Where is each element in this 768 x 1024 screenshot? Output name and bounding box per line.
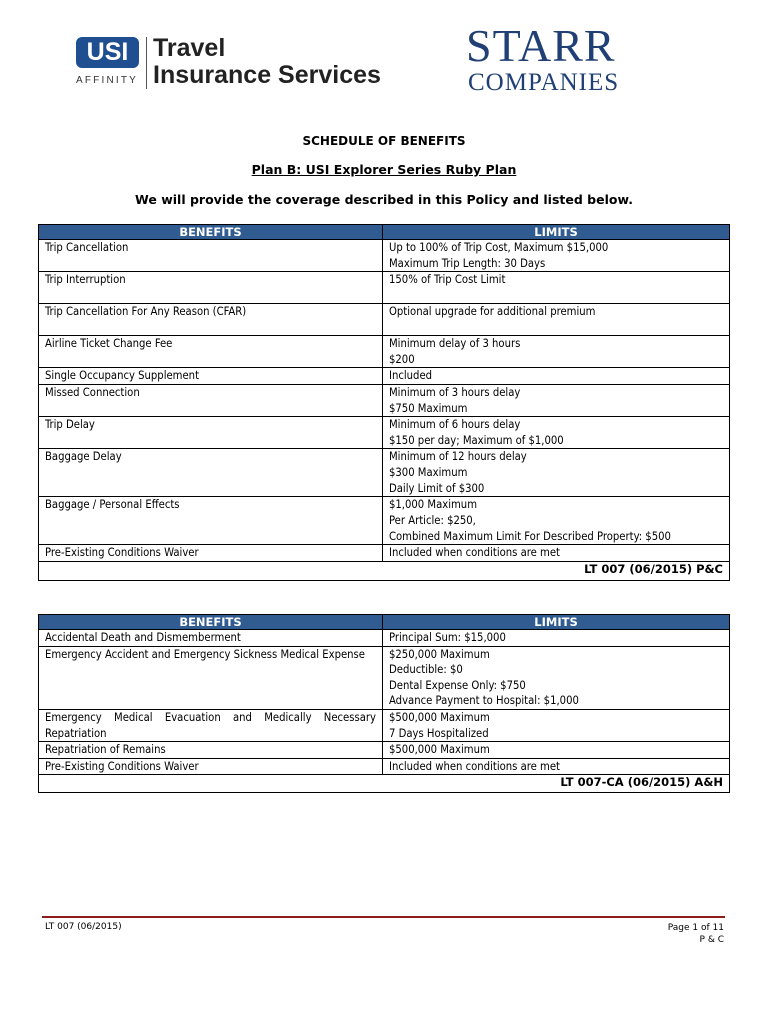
table-header-row	[39, 225, 730, 240]
benefit-limits	[383, 384, 730, 416]
table-header-row	[39, 615, 730, 630]
table-row	[39, 758, 730, 775]
limit-line: Included when conditions are met	[389, 546, 560, 560]
usi-logo	[76, 35, 421, 95]
limit-line: 150% of Trip Cost Limit	[389, 273, 506, 287]
table-row	[39, 272, 730, 304]
limit-line: Included when conditions are met	[389, 759, 560, 773]
limit-line: Up to 100% of Trip Cost, Maximum $15,000	[389, 241, 609, 254]
benefit-name: Trip Cancellation	[39, 240, 383, 272]
limit-line: Minimum delay of 3 hours	[389, 337, 521, 351]
footer-form-number: LT 007 (06/2015)	[45, 922, 122, 932]
benefit-name: Emergency Medical Evacuation and Medically Necessary Repatriation	[39, 709, 383, 741]
limit-line: Minimum of 3 hours delay	[389, 385, 521, 399]
usi-logo-travel: Travel	[153, 34, 226, 62]
form-number: LT 007 (06/2015) P&C	[39, 561, 730, 580]
limit-line: Dental Expense Only: $750	[389, 678, 526, 692]
page-number: Page 1 of 11	[667, 923, 724, 933]
benefit-name: Pre-Existing Conditions Waiver	[39, 545, 383, 562]
table-row	[39, 336, 730, 368]
usi-logo-affinity: AFFINITY	[76, 75, 139, 86]
benefits-table-pc	[38, 224, 730, 581]
starr-logo	[466, 22, 658, 97]
footer-page-info	[668, 922, 724, 946]
schedule-title: SCHEDULE OF BENEFITS	[302, 134, 466, 148]
table-row	[39, 368, 730, 385]
table-row	[39, 384, 730, 416]
table-row	[39, 709, 730, 741]
limit-line: Daily Limit of $300	[389, 481, 485, 495]
table-row	[39, 742, 730, 759]
limit-line: Per Article: $250,	[389, 513, 476, 527]
table-row	[39, 497, 730, 545]
limit-line: Principal Sum: $15,000	[389, 631, 506, 644]
limit-line: Combined Maximum Limit For Described Property: $500	[389, 529, 671, 543]
limit-line: $500,000 Maximum	[389, 710, 490, 724]
limit-line: $250,000 Maximum	[389, 647, 490, 661]
benefit-limits	[383, 758, 730, 775]
limits-column-header: LIMITS	[383, 225, 730, 240]
benefit-limits	[383, 449, 730, 497]
benefit-name: Single Occupancy Supplement	[39, 368, 383, 385]
limits-column-header: LIMITS	[383, 615, 730, 630]
form-number-row	[39, 561, 730, 580]
table-row	[39, 646, 730, 709]
benefit-limits	[383, 304, 730, 336]
table-row	[39, 304, 730, 336]
table-row	[39, 449, 730, 497]
usi-logo-insurance-services: Insurance Services	[153, 61, 381, 89]
footer-line-of-business: P & C	[699, 935, 724, 945]
benefit-name: Trip Cancellation For Any Reason (CFAR)	[39, 304, 383, 336]
benefit-name: Airline Ticket Change Fee	[39, 336, 383, 368]
limit-line: Minimum of 6 hours delay	[389, 418, 521, 432]
benefit-limits	[383, 272, 730, 304]
limit-line: $200	[389, 352, 415, 366]
limit-line: Maximum Trip Length: 30 Days	[389, 256, 546, 270]
benefit-limits	[383, 417, 730, 449]
benefit-limits	[383, 545, 730, 562]
benefit-limits	[383, 240, 730, 272]
limit-line: $500,000 Maximum	[389, 743, 490, 757]
benefits-table-ah	[38, 614, 730, 793]
benefit-name: Trip Delay	[39, 417, 383, 449]
usi-logo-divider	[146, 37, 147, 89]
plan-title: Plan B: USI Explorer Series Ruby Plan	[251, 162, 517, 177]
benefit-limits	[383, 709, 730, 741]
benefit-name: Emergency Accident and Emergency Sickness Medical Expense	[39, 646, 383, 709]
usi-logo-box: USI	[76, 37, 139, 68]
benefit-name: Accidental Death and Dismemberment	[39, 630, 383, 647]
benefit-name: Baggage / Personal Effects	[39, 497, 383, 545]
benefit-name: Missed Connection	[39, 384, 383, 416]
benefit-name: Repatriation of Remains	[39, 742, 383, 759]
benefit-limits	[383, 742, 730, 759]
benefit-name: Pre-Existing Conditions Waiver	[39, 758, 383, 775]
benefits-column-header: BENEFITS	[39, 615, 383, 630]
benefit-name: Baggage Delay	[39, 449, 383, 497]
benefit-limits	[383, 646, 730, 709]
coverage-intro: We will provide the coverage described in this Policy and listed below.	[135, 192, 633, 207]
table-row	[39, 417, 730, 449]
limit-line: $300 Maximum	[389, 465, 468, 479]
form-number: LT 007-CA (06/2015) A&H	[39, 775, 730, 793]
limit-line: $1,000 Maximum	[389, 498, 477, 512]
benefit-name: Trip Interruption	[39, 272, 383, 304]
benefit-limits	[383, 630, 730, 647]
benefit-limits	[383, 336, 730, 368]
limit-line: Advance Payment to Hospital: $1,000	[389, 694, 579, 708]
limit-line: Included	[389, 369, 433, 383]
table-row	[39, 545, 730, 562]
benefits-column-header: BENEFITS	[39, 225, 383, 240]
limit-line: Deductible: $0	[389, 663, 463, 677]
benefit-limits	[383, 497, 730, 545]
limit-line: 7 Days Hospitalized	[389, 726, 489, 740]
starr-logo-starr: STARR	[466, 20, 616, 71]
limit-line: Optional upgrade for additional premium	[389, 305, 596, 319]
starr-logo-companies: COMPANIES	[468, 69, 620, 96]
table-row	[39, 630, 730, 647]
limit-line: $150 per day; Maximum of $1,000	[389, 433, 564, 447]
limit-line: Minimum of 12 hours delay	[389, 450, 527, 464]
limit-line: $750 Maximum	[389, 401, 468, 415]
table-row	[39, 240, 730, 272]
footer-divider	[42, 916, 725, 918]
benefit-limits	[383, 368, 730, 385]
form-number-row	[39, 775, 730, 793]
